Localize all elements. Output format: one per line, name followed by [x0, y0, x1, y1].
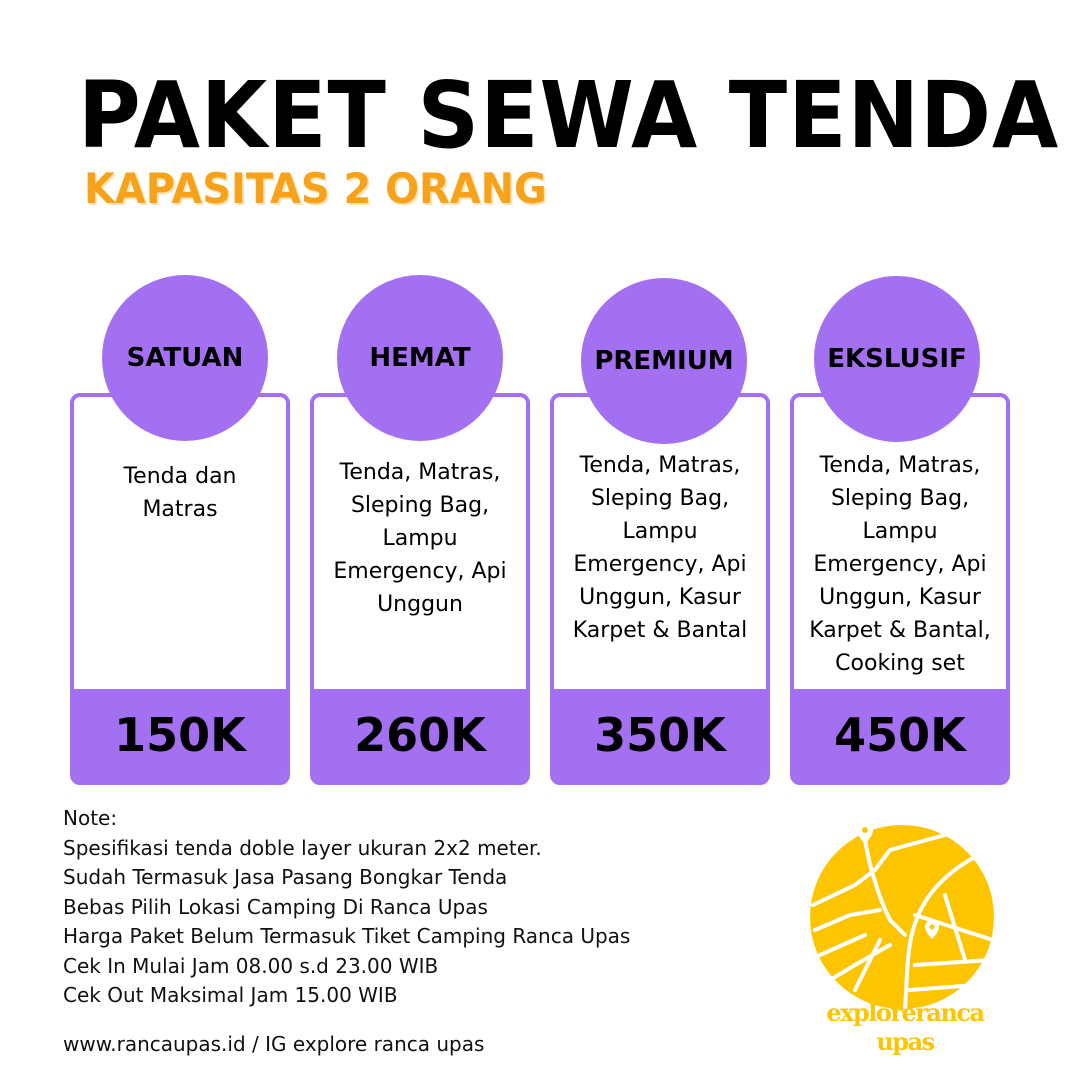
package-item-line: Emergency, Api	[813, 552, 987, 577]
package-name: PREMIUM	[594, 346, 734, 376]
package-card-premium	[550, 393, 770, 785]
package-item-line: Lampu	[862, 519, 938, 544]
note-line: Spesifikasi tenda doble layer ukuran 2x2 meter.	[63, 835, 542, 860]
package-item-line: Unggun	[377, 592, 463, 617]
package-card-hemat	[310, 393, 530, 785]
package-name: HEMAT	[369, 343, 471, 373]
note-line: Sudah Termasuk Jasa Pasang Bongkar Tenda	[63, 865, 508, 889]
package-item-line: Karpet & Bantal	[572, 618, 748, 643]
page-title: PAKET SEWA TENDA	[78, 62, 1060, 169]
package-item-line: Cooking set	[835, 651, 965, 676]
package-item-line: Emergency, Api	[333, 559, 507, 584]
package-item-line: Lampu	[622, 519, 698, 544]
package-card-ekslusif	[790, 393, 1010, 785]
package-name-badge	[814, 276, 980, 442]
page-subtitle: KAPASITAS 2 ORANG	[84, 164, 547, 213]
package-item-line: Tenda dan	[123, 464, 237, 489]
package-card-satuan	[70, 393, 290, 785]
package-item-line: Tenda, Matras,	[339, 460, 501, 485]
package-item-line: Sleping Bag,	[590, 486, 730, 511]
package-items	[554, 449, 766, 647]
package-item-line: Sleping Bag,	[350, 493, 490, 518]
package-name: EKSLUSIF	[827, 344, 967, 374]
package-price: 260K	[314, 689, 526, 781]
footer-contact: www.rancaupas.id / IG explore ranca upas	[63, 1032, 485, 1056]
package-items	[314, 456, 526, 621]
package-item-line: Tenda, Matras,	[819, 453, 981, 478]
note-line: Harga Paket Belum Termasuk Tiket Camping Ranca Upas	[63, 924, 631, 948]
package-item-line: Tenda, Matras,	[579, 453, 741, 478]
package-price: 450K	[794, 689, 1006, 781]
package-item-line: Unggun, Kasur	[579, 585, 741, 610]
package-item-line: Sleping Bag,	[830, 486, 970, 511]
package-price: 350K	[554, 689, 766, 781]
package-name-badge	[581, 278, 747, 444]
package-item-line: Emergency, Api	[573, 552, 747, 577]
logo-wordmark: exploreranca upas	[826, 998, 984, 1056]
package-name-badge	[102, 275, 268, 441]
package-items	[794, 449, 1006, 680]
note-line: Cek In Mulai Jam 08.00 s.d 23.00 WIB	[63, 953, 439, 978]
package-name-badge	[337, 275, 503, 441]
package-price: 150K	[74, 689, 286, 781]
package-name: SATUAN	[126, 343, 244, 373]
notes	[63, 804, 630, 1011]
package-item-line: Lampu	[382, 526, 458, 551]
package-item-line: Karpet & Bantal,	[809, 618, 991, 643]
note-line: Cek Out Maksimal Jam 15.00 WIB	[63, 983, 398, 1007]
note-line: Note:	[63, 806, 118, 830]
package-item-line: Matras	[142, 497, 218, 522]
package-items	[74, 460, 286, 526]
note-line: Bebas Pilih Lokasi Camping Di Ranca Upas	[63, 894, 488, 919]
package-item-line: Unggun, Kasur	[819, 585, 981, 610]
